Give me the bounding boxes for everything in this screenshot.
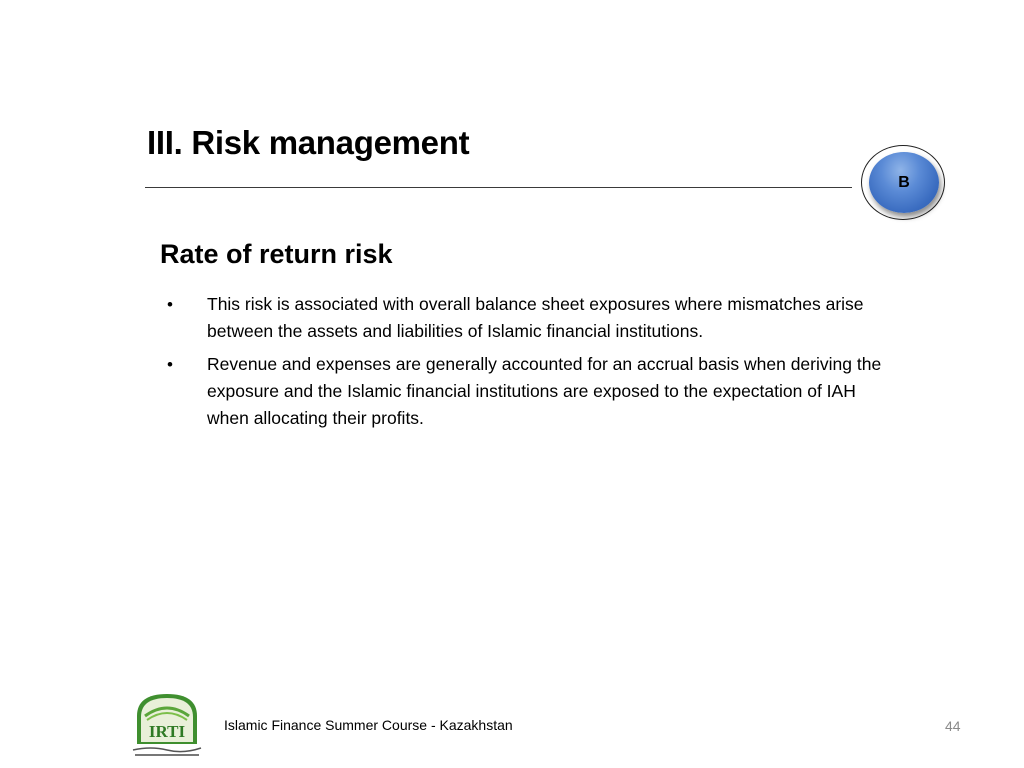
- logo-lettering: IRTI: [148, 722, 186, 741]
- bullet-marker: •: [167, 355, 173, 374]
- footer-course-title: Islamic Finance Summer Course - Kazakhstan: [224, 717, 513, 733]
- page-number: 44: [945, 718, 961, 734]
- irti-logo: [127, 690, 207, 760]
- bullet-text: This risk is associated with overall balance sheet exposures where mismatches arise between the assets and liabilities of Islamic financial institutions.: [207, 294, 864, 341]
- section-heading: Rate of return risk: [160, 239, 393, 269]
- title-divider: [145, 187, 852, 188]
- section-badge-letter: B: [898, 173, 910, 191]
- slide-title: III. Risk management: [147, 124, 470, 161]
- bullet-marker: •: [167, 295, 173, 314]
- section-badge: [869, 152, 939, 213]
- bullet-text: Revenue and expenses are generally accounted for an accrual basis when deriving the exposure and the Islamic financial institutions are exposed to the expectation of IAH when allocating their profits.: [207, 354, 882, 428]
- bullet-item: [167, 291, 887, 345]
- bullet-list: [167, 291, 887, 438]
- bullet-item: [167, 351, 887, 432]
